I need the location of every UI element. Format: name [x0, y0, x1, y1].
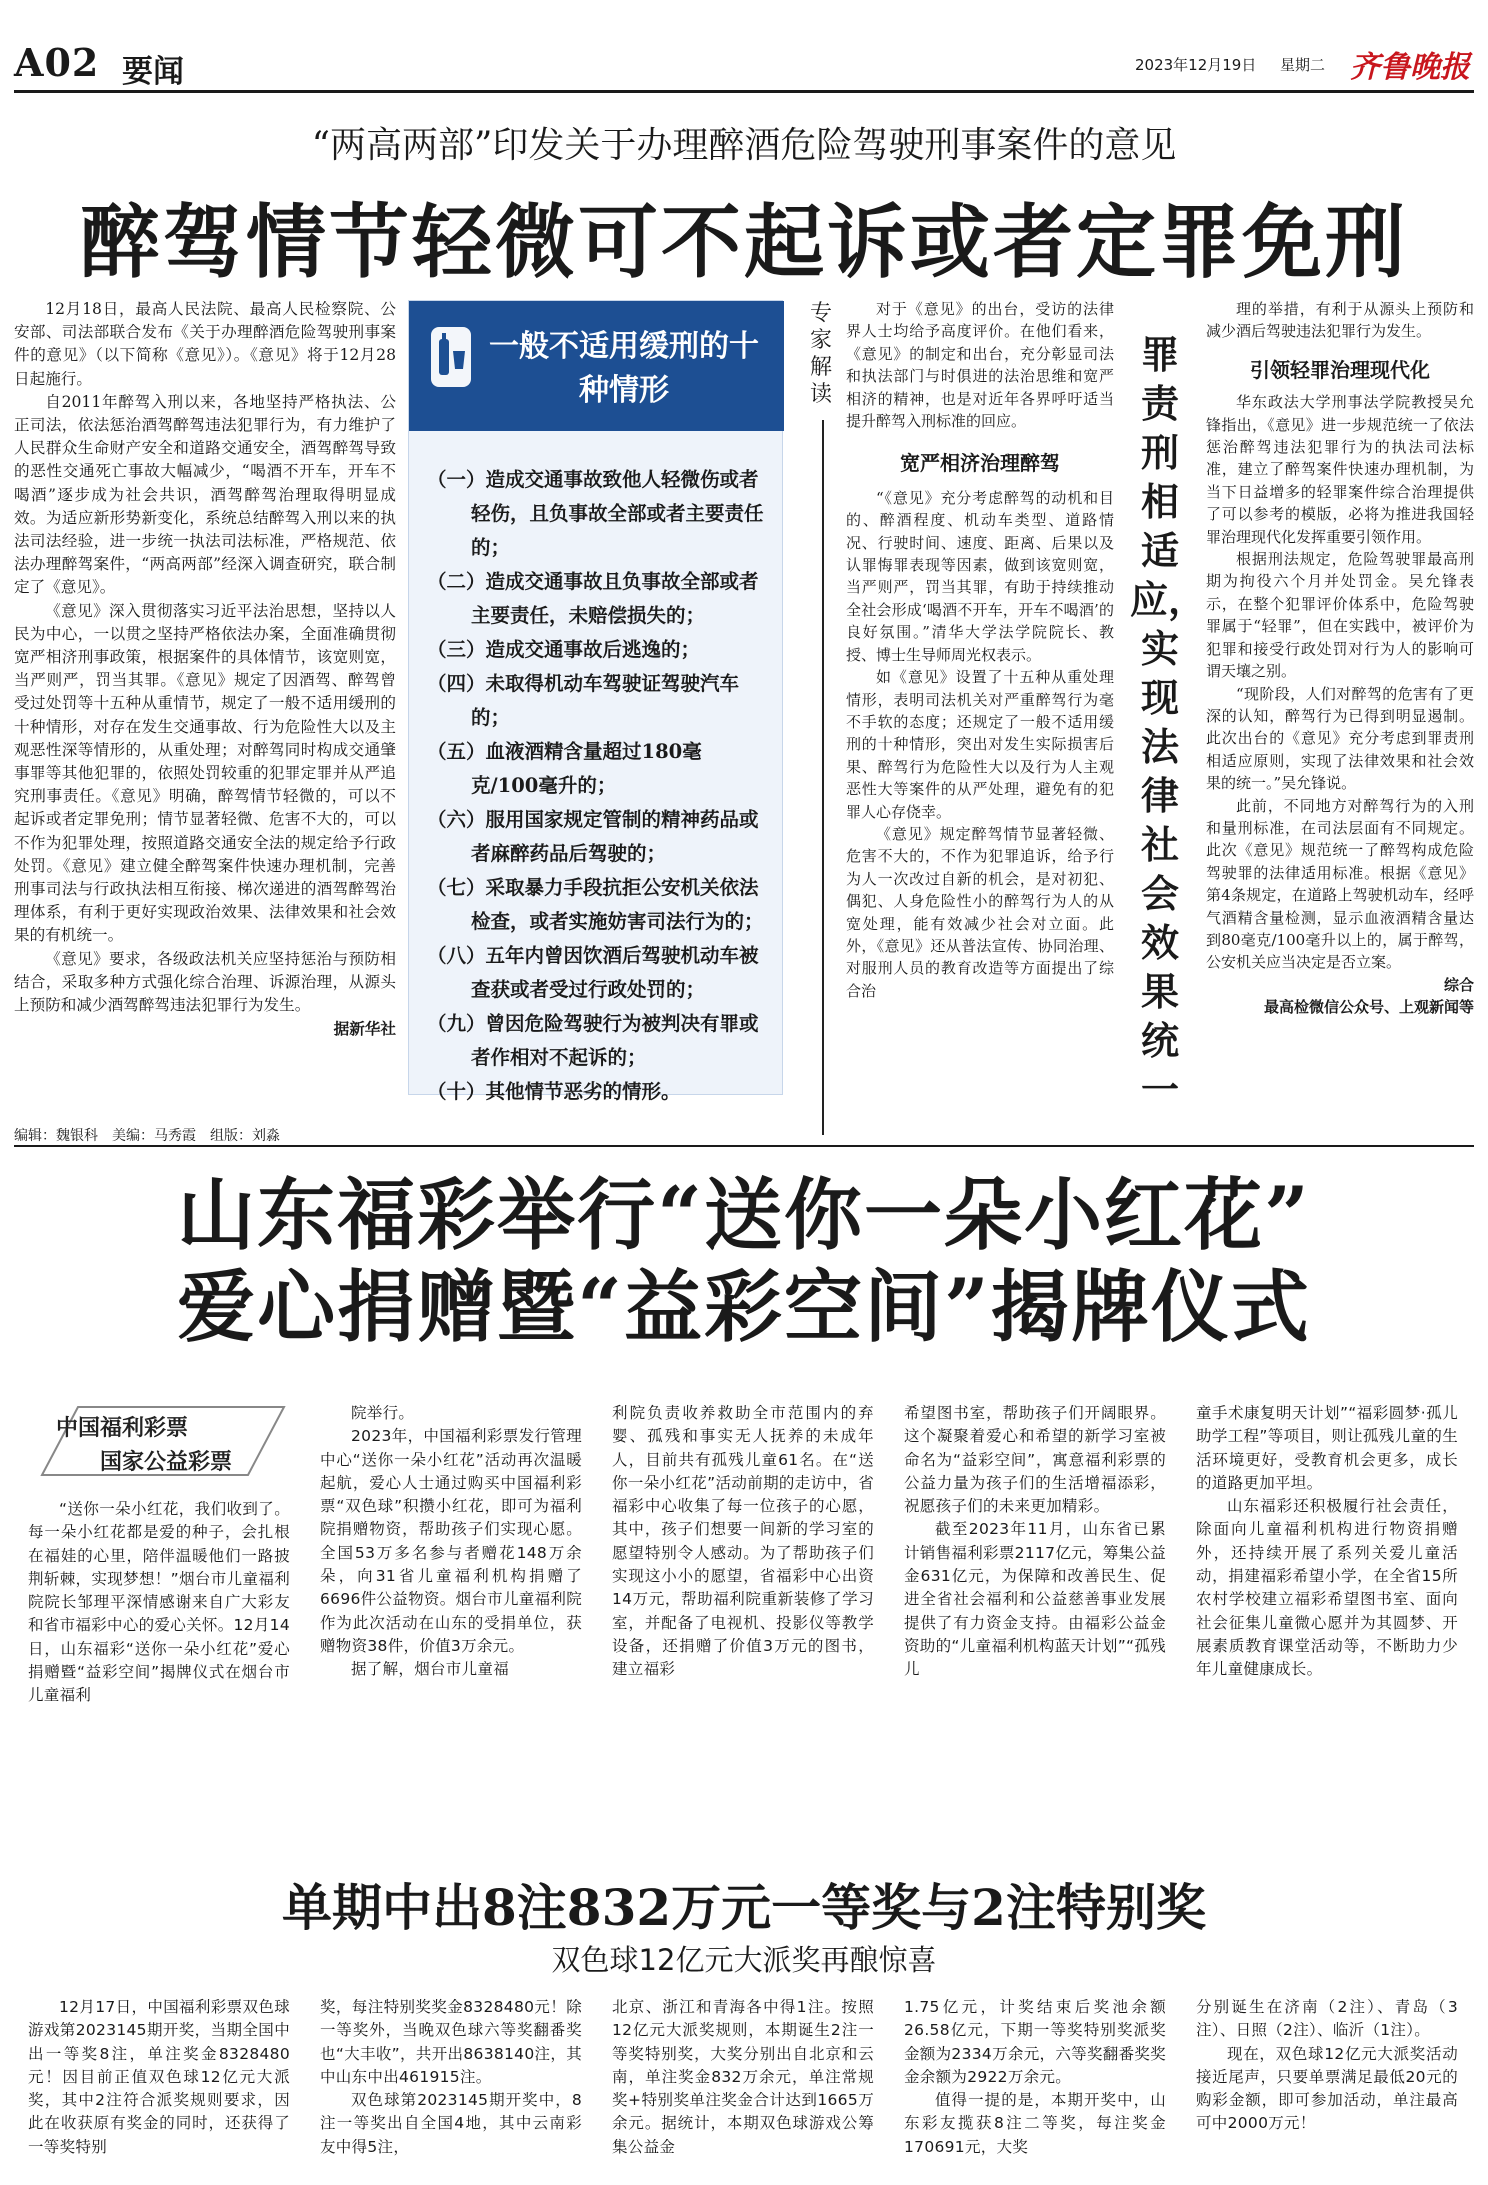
paragraph: 12月18日，最高人民法院、最高人民检察院、公安部、司法部联合发布《关于办理醉酒危险驾驶刑事案件的意见》（以下简称《意见》）。《意见》将于12月28日起施行。 [14, 300, 396, 388]
paragraph: 1.75亿元，计奖结束后奖池余额26.58亿元，下期一等奖特别奖派奖金额为2334万余元，六等奖翻番奖奖金余额为2922万余元。 [904, 1998, 1166, 2086]
story1-column-1 [14, 298, 396, 1041]
paragraph: 奖，每注特别奖奖金8328480元！除一等奖外，当晚双色球六等奖翻番奖也“大丰收”，共开出8638140注，其中山东中出461915注。 [320, 1998, 582, 2086]
story1-kicker: “两高两部”印发关于办理醉酒危险驾驶刑事案件的意见 [311, 125, 1177, 166]
story1-column-3 [846, 298, 1114, 1002]
paragraph: 《意见》要求，各级政法机关应坚持惩治与预防相结合，采取多种方式强化综合治理、诉源治理，从源头上预防和减少酒驾醉驾违法犯罪行为发生。 [14, 949, 396, 1015]
paragraph: 如《意见》设置了十五种从重处理情形，表明司法机关对严重醉驾行为毫不手软的态度；还规定了一般不适用缓刑的十种情形，突出对发生实际损害后果、醉驾行为危险性大以及行为人主观恶性大等案件的从严处理，避免有的犯罪人心存侥幸。 [846, 668, 1114, 821]
infobox-list [427, 463, 767, 1109]
liquor-bottle-icon [429, 325, 473, 389]
paragraph: 山东福彩还积极履行社会责任，除面向儿童福利机构进行物资捐赠外，还持续开展了系列关爱儿童活动，捐建福彩希望小学，在全省15所农村学校建立福彩希望图书室、面向社会征集儿童微心愿并为其圆梦、开展素质教育课堂活动等，不断助力少年儿童健康成长。 [1196, 1497, 1458, 1679]
paragraph: 童手术康复明天计划”“福彩圆梦·孤儿助学工程”等项目，则让孤残儿童的生活环境更好，受教育机会更多，成长的道路更加平坦。 [1196, 1404, 1458, 1492]
infobox-header [409, 301, 784, 431]
story3-column-5 [1196, 1996, 1458, 2136]
infobox-item: （六）服用国家规定管制的精神药品或者麻醉药品后驾驶的； [427, 808, 759, 865]
paragraph: 现在，双色球12亿元大派奖活动接近尾声，只要单票满足最低20元的购彩金额，即可参加活动，单注最高可中2000万元！ [1196, 2044, 1458, 2133]
section-name: 要闻 [122, 54, 184, 90]
story2-headline [0, 1170, 1488, 1354]
paragraph: 双色球第2023145期开奖中，8注一等奖出自全国4地，其中云南彩友中得5注， [320, 2091, 582, 2156]
story2-column-1: “送你一朵小红花，我们收到了。每一朵小红花都是爱的种子，会扎根在福娃的心里，陪伴温暖他们一路披荆斩棘，实现梦想！”烟台市儿童福利院院长邹理平深情感谢来自广大彩友和省市福彩中心的爱心关怀。12月14日，山东福彩“送你一朵小红花”爱心捐赠暨“益彩空间”揭牌仪式在烟台市儿童福利 [28, 1500, 290, 1705]
infobox-item: （三）造成交通事故后逃逸的； [427, 638, 701, 661]
story1-vertical-subhead: 罪责刑相适应，实现法律社会效果统一 [1130, 332, 1207, 1112]
paragraph: 据了解，烟台市儿童福 [351, 1660, 510, 1679]
story3-column-2 [320, 1996, 582, 2159]
paragraph: 华东政法大学刑事法学院教授吴允锋指出，《意见》进一步规范统一了依法惩治醉驾违法犯罪行为的执法司法标准，建立了醉驾案件快速办理机制，为当下日益增多的轻罪案件综合治理提供了可以参考的模版，必将为推进我国轻罪治理现代化发挥重要引领作用。 [1206, 393, 1474, 546]
infobox-item: （四）未取得机动车驾驶证驾驶汽车的； [427, 672, 740, 729]
story1-column-5 [1206, 298, 1474, 1019]
paragraph: 《意见》深入贯彻落实习近平法治思想，坚持以人民为中心，一以贯之坚持严格依法办案，全面准确贯彻宽严相济刑事政策，根据案件的具体情节，该宽则宽，当严则严，罚当其罪。《意见》规定了因酒驾、醉驾曾受过处罚等十五种从重情节，规定了一般不适用缓刑的十种情形，对存在发生交通事故、行为危险性大以及主观恶性深等情形的，从重处理；对醉驾同时构成交通肇事罪等其他犯罪的，依照处罚较重的犯罪定罪并从严追究刑事责任。《意见》明确，醉驾情节轻微的，可以不起诉或者定罪免刑；情节显著轻微、危害不大的，可以不作为犯罪处理，按照道路交通安全法的规定给予行政处罚。《意见》建立健全醉驾案件快速办理机制，完善刑事司法与行政执法相互衔接、梯次递进的酒驾醉驾治理体系，有利于更好实现政治效果、法律效果和社会效果的有机统一。 [14, 601, 396, 945]
issue-date: 2023年12月19日 [1135, 56, 1257, 74]
story3-column-1: 12月17日，中国福利彩票双色球游戏第2023145期开奖，当期全国中出一等奖8注，单注奖金8328480元！因目前正值双色球12亿元大派奖，其中2注符合派奖规则要求，因此在收获原有奖金的同时，还获得了一等奖特别 [28, 1998, 290, 2156]
infobox-item: （五）血液酒精含量超过180毫克/100毫升的； [427, 740, 702, 797]
paragraph: 自2011年醉驾入刑以来，各地坚持严格执法、公正司法，依法惩治酒驾醉驾违法犯罪行为，有力维护了人民群众生命财产安全和道路交通安全，酒驾醉驾导致的恶性交通死亡事故大幅减少，“喝酒不开车，开车不喝酒”逐步成为社会共识，酒驾醉驾治理取得明显成效。为适应新形势新变化，系统总结醉驾入刑以来的执法司法经验，进一步统一执法司法标准，严格规范、依法办理醉驾案件，“两高两部”经深入调查研究，联合制定了《意见》。 [14, 392, 396, 597]
story2-headline-line2: 爱心捐赠暨“益彩空间”揭牌仪式 [177, 1262, 1311, 1353]
paragraph: 此前，不同地方对醉驾行为的入刑和量刑标准，在司法层面有不同规定。此次《意见》规范统一了醉驾构成危险驾驶罪的法律适用标准。根据《意见》第4条规定，在道路上驾驶机动车，经呼气酒精含量检测，显示血液酒精含量达到80毫克/100毫升以上的，属于醉驾，公安机关应当决定是否立案。 [1206, 796, 1474, 972]
page-number: A02 [14, 40, 100, 85]
paragraph: 希望图书室，帮助孩子们开阔眼界。这个凝聚着爱心和希望的新学习室被命名为“益彩空间”，寓意福利彩票的公益力量为孩子们的生活增福添彩，祝愿孩子们的未来更加精彩。 [904, 1404, 1166, 1516]
infobox-item: （八）五年内曾因饮酒后驾驶机动车被查获或者受过行政处罚的； [427, 944, 759, 1001]
editor-credits: 编辑：魏银科 美编：马秀霞 组版：刘淼 [14, 1128, 280, 1144]
infobox-title: 一般不适用缓刑的十种情形 [489, 329, 759, 408]
section-rule [14, 1145, 1474, 1147]
logo-text-line2: 国家公益彩票 [100, 1450, 233, 1475]
story3-column-3: 北京、浙江和青海各中得1注。按照12亿元大派奖规则，本期诞生2注一等奖特别奖，大奖分别出自北京和云南，单注奖金832万余元，单注常规奖+特别奖单注奖金合计达到1665万余元。据统计，本期双色球游戏公筹集公益金 [612, 1998, 874, 2156]
story2-column-2 [320, 1402, 582, 1682]
paragraph: 理的举措，有利于从源头上预防和减少酒后驾驶违法犯罪行为发生。 [1206, 300, 1474, 341]
paragraph: “现阶段，人们对醉驾的危害有了更深的认知，醉驾行为已得到明显遏制。此次出台的《意见》充分考虑到罪责刑相适应原则，实现了法律效果和社会效果的统一。”吴允锋说。 [1206, 684, 1474, 793]
paragraph: 2023年，中国福利彩票发行管理中心“送你一朵小红花”活动再次温暖起航，爱心人士通过购买中国福利彩票“双色球”积攒小红花，即可为福利院捐赠物资，帮助孩子们实现心愿。全国53万多名参与者赠花148万余朵，向31省儿童福利机构捐赠了6696件公益物资。烟台市儿童福利院作为此次活动在山东的受捐单位，获赠物资38件，价值3万余元。 [320, 1427, 582, 1655]
infobox-item: （七）采取暴力手段抗拒公安机关依法检查，或者实施妨害司法行为的； [427, 876, 764, 933]
paragraph: 《意见》规定醉驾情节显著轻微、危害不大的，不作为犯罪追诉，给予行为人一次改过自新的机会，是对初犯、偶犯、人身危险性小的醉驾行为人的从宽处理，能有效减少社会对立面。此外，《意见》还从普法宣传、协同治理、对服刑人员的教育改造等方面提出了综合治 [846, 824, 1114, 1000]
story1-headline: 醉驾情节轻微可不起诉或者定罪免刑 [80, 195, 1408, 289]
story3-column-4 [904, 1996, 1166, 2159]
story2-column-3: 利院负责收养救助全市范围内的弃婴、孤残和事实无人抚养的未成年人，目前共有孤残儿童61名。在“送你一朵小红花”活动前期的走访中，省福彩中心收集了每一位孩子的心愿，其中，孩子们想要一间新的学习室的愿望特别令人感动。为了帮助孩子们实现这小小的愿望，省福彩中心出资14万元，帮助福利院重新装修了学习室，并配备了电视机、投影仪等教学设备，还捐赠了价值3万元的图书，建立福彩 [612, 1404, 874, 1679]
header-rule [14, 90, 1474, 93]
paragraph: 值得一提的是，本期开奖中，山东彩友揽获8注二等奖，每注奖金170691元，大奖 [904, 2091, 1166, 2156]
logo-text-line1: 中国福利彩票 [56, 1416, 189, 1441]
column-rule [822, 420, 824, 1135]
infobox-item: （九）曾因危险驾驶行为被判决有罪或者作相对不起诉的； [427, 1012, 759, 1069]
story3-headline: 单期中出8注832万元一等奖与2注特别奖 [282, 1878, 1206, 1937]
expert-analysis-tag: 专家解读 [809, 301, 832, 407]
infobox [408, 300, 783, 1103]
story1-subhead: 宽严相济治理醉驾 [900, 451, 1060, 476]
story2-column-4 [904, 1402, 1166, 1682]
paragraph: 院举行。 [351, 1404, 415, 1422]
paragraph: 对于《意见》的出台，受访的法律界人士均给予高度评价。在他们看来，《意见》的制定和出台，充分彰显司法和执法部门与时俱进的法治思维和宽严相济的精神，也是对近年各界呼吁适当提升醉驾入刑标准的回应。 [846, 300, 1114, 431]
story1-subhead: 引领轻罪治理现代化 [1250, 357, 1430, 382]
paragraph: “《意见》充分考虑醉驾的动机和目的、醉酒程度、机动车类型、道路情况、行驶时间、速度、距离、后果以及认罪悔罪表现等因素，做到该宽则宽，当严则严，罚当其罪，有助于持续推动全社会形成‘喝酒不开车，开车不喝酒’的良好氛围。”清华大学法学院院长、教授、博士生导师周光权表示。 [846, 488, 1114, 664]
story2-headline-line1: 山东福彩举行“送你一朵小红花” [177, 1170, 1311, 1261]
story1-credit: 综合 [1443, 975, 1474, 994]
paragraph: 分别诞生在济南（2注）、青岛（3注）、日照（2注）、临沂（1注）。 [1196, 1998, 1458, 2040]
paragraph: 截至2023年11月，山东省已累计销售福利彩票2117亿元，筹集公益金631亿元，为保障和改善民生、促进全省社会福利和公益慈善事业发展提供了有力资金支持。由福彩公益金资助的“儿童福利机构蓝天计划”“孤残儿 [904, 1520, 1166, 1679]
infobox-item: （十）其他情节恶劣的情形。 [427, 1080, 681, 1103]
issue-weekday: 星期二 [1280, 56, 1326, 74]
story3-subheadline: 双色球12亿元大派奖再酿惊喜 [551, 1943, 937, 1977]
newspaper-logo: 齐鲁晚报 [1350, 50, 1470, 85]
paragraph: 根据刑法规定，危险驾驶罪最高刑期为拘役六个月并处罚金。吴允锋表示，在整个犯罪评价体系中，危险驾驶罪属于“轻罪”，但在实践中，被评价为犯罪和接受行政处罚对行为人的影响可谓天壤之别。 [1206, 550, 1474, 681]
welfare-lottery-logo [38, 1405, 288, 1485]
infobox-item: （二）造成交通事故且负事故全部或者主要责任，未赔偿损失的； [427, 570, 759, 627]
infobox-item: （一）造成交通事故致他人轻微伤或者轻伤，且负事故全部或者主要责任的； [427, 468, 764, 559]
story1-credit: 据新华社 [333, 1019, 396, 1039]
story1-credit: 最高检微信公众号、上观新闻等 [1263, 998, 1474, 1017]
story2-column-5 [1196, 1402, 1458, 1682]
